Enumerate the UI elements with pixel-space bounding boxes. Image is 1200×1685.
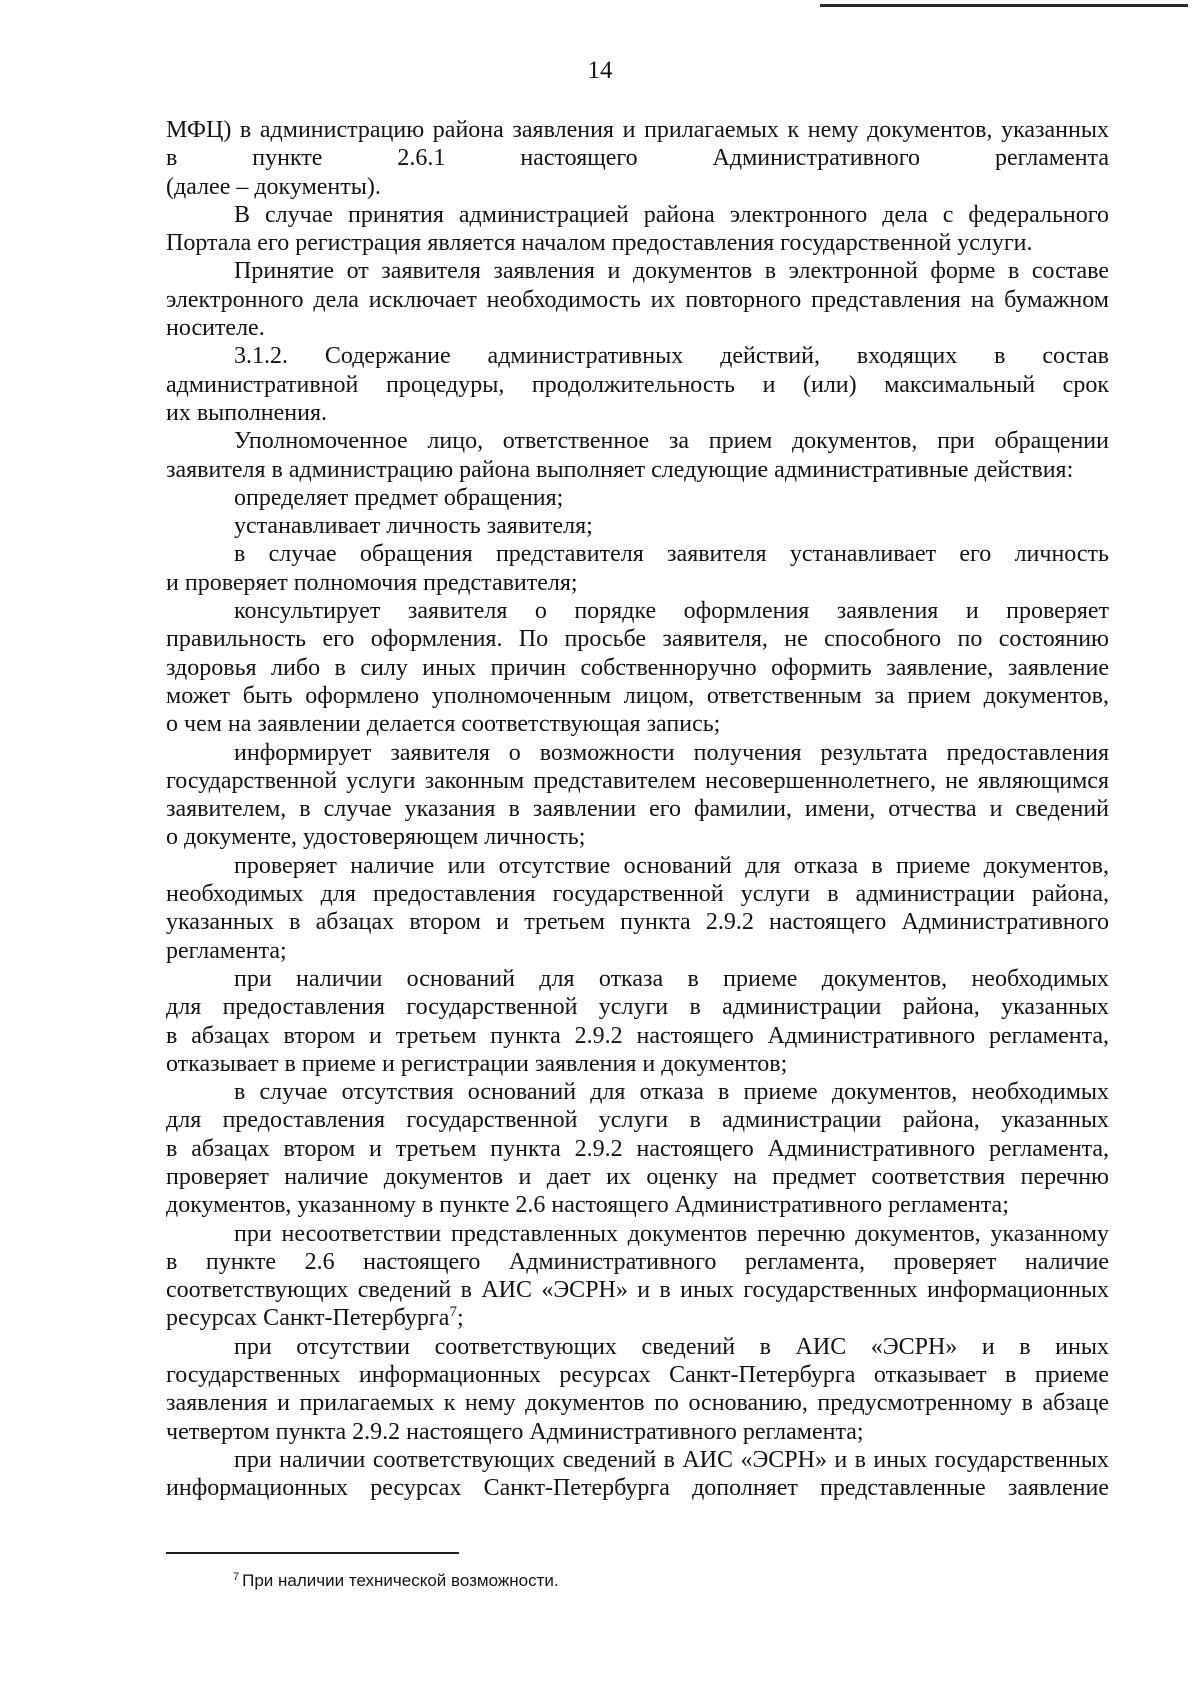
text-line: четвертом пункта 2.9.2 настоящего Административного регламента;	[166, 1418, 864, 1445]
text-line: при наличии оснований для отказа в приеме документов, необходимых	[234, 965, 1109, 992]
footnote-reference[interactable]: 7	[449, 1304, 457, 1321]
list-item	[166, 512, 1109, 540]
text-line: здоровья либо в силу иных причин собственноручно оформить заявление, заявление	[166, 654, 1109, 681]
list-item	[166, 1446, 1109, 1503]
text-line: государственной услуги законным представителем несовершеннолетнего, не являющимся	[166, 767, 1109, 794]
footnote-text: При наличии технической возможности.	[242, 1571, 559, 1590]
paragraph	[166, 116, 1109, 201]
text-line: при отсутствии соответствующих сведений в АИС «ЭСРН» и в иных	[234, 1333, 1109, 1360]
text-line: Принятие от заявителя заявления и документов в электронной форме в составе	[234, 258, 1109, 285]
text-line: заявления и прилагаемых к нему документов по основанию, предусмотренному в абзаце	[166, 1390, 1109, 1417]
document-body	[166, 116, 1109, 1503]
text-line: информирует заявителя о возможности получения результата предоставления	[234, 739, 1109, 766]
list-item	[166, 540, 1109, 597]
paragraph	[166, 201, 1109, 258]
text-line: в абзацах втором и третьем пункта 2.9.2 настоящего Административного регламента,	[166, 1022, 1109, 1049]
footnote-number: 7	[233, 1571, 240, 1583]
text-line: В случае принятия администрацией района электронного дела с федерального	[234, 201, 1109, 228]
list-item	[166, 1078, 1109, 1219]
text-line: (далее – документы).	[166, 173, 381, 200]
text-line: в пункте 2.6 настоящего Административного регламента, проверяет наличие	[166, 1248, 1109, 1275]
text-line	[166, 1304, 1109, 1332]
text-line-content: ресурсах Санкт-Петербурга	[166, 1305, 450, 1332]
scan-edge-line	[820, 4, 1188, 7]
list-item	[166, 965, 1109, 1078]
text-line: документов, указанному в пункте 2.6 настоящего Административного регламента;	[166, 1192, 1009, 1219]
footnote	[233, 1570, 559, 1592]
text-line: заявителя в администрацию района выполняет следующие административные действия:	[166, 456, 1074, 483]
list-item	[166, 484, 1109, 512]
text-line: консультирует заявителя о порядке оформления заявления и проверяет	[234, 598, 1109, 625]
text-line: административной процедуры, продолжительность и (или) максимальный срок	[166, 371, 1109, 398]
text-line: Портала его регистрация является началом предоставления государственной услуги.	[166, 230, 1033, 257]
text-line: МФЦ) в администрацию района заявления и прилагаемых к нему документов, указанных	[166, 117, 1109, 143]
paragraph	[166, 427, 1109, 484]
paragraph	[166, 257, 1109, 342]
text-line: проверяет наличие документов и дает их оценку на предмет соответствия перечню	[166, 1163, 1109, 1190]
text-line: носителе.	[166, 315, 265, 342]
text-line: в случае обращения представителя заявителя устанавливает его личность	[234, 541, 1109, 568]
text-line: 3.1.2. Содержание административных действий, входящих в состав	[234, 343, 1109, 370]
list-item	[166, 1333, 1109, 1446]
text-line: проверяет наличие или отсутствие оснований для отказа в приеме документов,	[234, 852, 1109, 879]
text-line: устанавливает личность заявителя;	[234, 513, 593, 540]
list-item	[166, 597, 1109, 738]
text-line: соответствующих сведений в АИС «ЭСРН» и в иных государственных информационных	[166, 1277, 1109, 1304]
text-line: электронного дела исключает необходимость их повторного представления на бумажном	[166, 286, 1109, 313]
text-line-tail: ;	[456, 1305, 464, 1332]
text-line: заявителем, в случае указания в заявлении его фамилии, имени, отчества и сведений	[166, 796, 1109, 823]
text-line: для предоставления государственной услуги в администрации района, указанных	[166, 1107, 1109, 1134]
text-line: о чем на заявлении делается соответствующая запись;	[166, 711, 721, 738]
list-item	[166, 852, 1109, 965]
text-line: информационных ресурсах Санкт-Петербурга дополняет представленные заявление	[166, 1475, 1109, 1502]
text-line: отказывает в приеме и регистрации заявления и документов;	[166, 1050, 788, 1077]
text-line: правильность его оформления. По просьбе заявителя, не способного по состоянию	[166, 626, 1109, 653]
text-line: определяет предмет обращения;	[234, 484, 564, 511]
text-line: Уполномоченное лицо, ответственное за прием документов, при обращении	[234, 428, 1109, 455]
text-line: в случае отсутствия оснований для отказа в приеме документов, необходимых	[234, 1079, 1109, 1106]
list-item	[166, 739, 1109, 852]
text-line: и проверяет полномочия представителя;	[166, 569, 578, 596]
text-line: при несоответствии представленных документов перечню документов, указанному	[234, 1220, 1109, 1247]
text-line: в абзацах втором и третьем пункта 2.9.2 настоящего Административного регламента,	[166, 1135, 1109, 1162]
text-line: может быть оформлено уполномоченным лицом, ответственным за прием документов,	[166, 682, 1109, 709]
text-line: их выполнения.	[166, 399, 328, 426]
text-line: при наличии соответствующих сведений в АИС «ЭСРН» и в иных государственных	[234, 1446, 1109, 1473]
page-number: 14	[587, 57, 613, 84]
text-line: о документе, удостоверяющем личность;	[166, 824, 586, 851]
text-line: регламента;	[166, 937, 287, 964]
text-line: необходимых для предоставления государственной услуги в администрации района,	[166, 881, 1109, 908]
text-line: для предоставления государственной услуги в администрации района, указанных	[166, 994, 1109, 1021]
text-line: государственных информационных ресурсах Санкт-Петербурга отказывает в приеме	[166, 1362, 1109, 1389]
footnote-separator	[166, 1552, 459, 1554]
text-line: в пункте 2.6.1 настоящего Административного регламента	[166, 145, 1109, 172]
section-paragraph	[166, 342, 1109, 427]
text-line: указанных в абзацах втором и третьем пункта 2.9.2 настоящего Административного	[166, 909, 1109, 936]
list-item	[166, 1220, 1109, 1333]
